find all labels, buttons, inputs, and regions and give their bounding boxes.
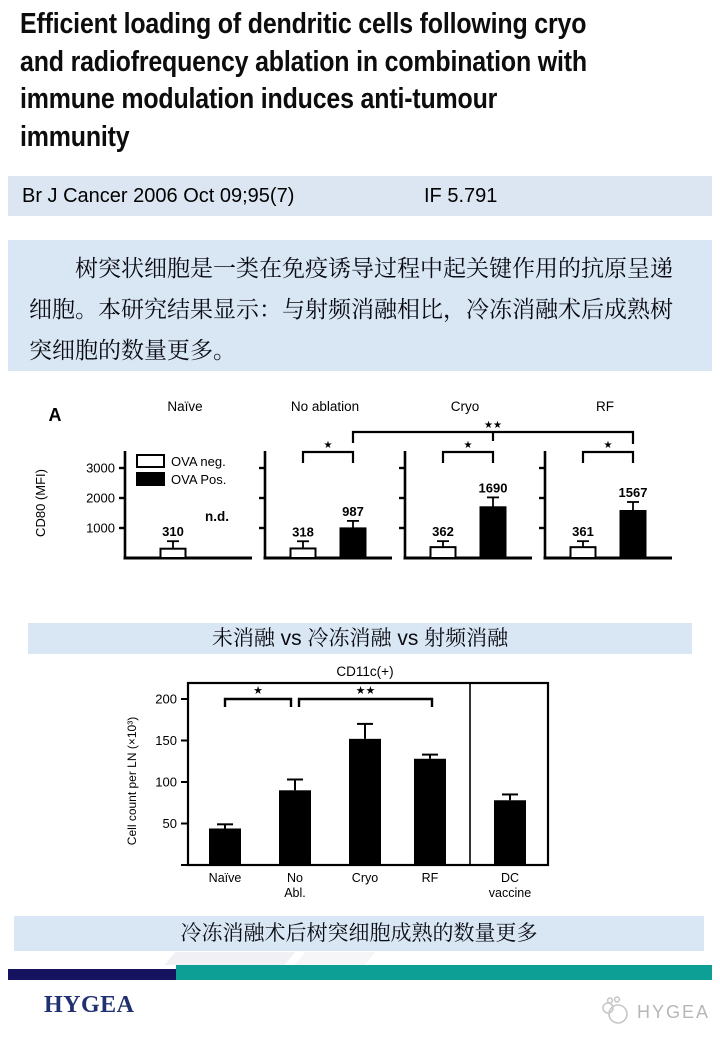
- hygea-logo-icon: [598, 996, 632, 1028]
- summary-text: 树突状细胞是一类在免疫诱导过程中起关键作用的抗原呈递细胞。本研究结果显示：与射频消融相比，冷冻消融术后成熟树突细胞的数量更多。: [29, 255, 673, 363]
- y-tick-label: 2000: [86, 490, 115, 506]
- bar-value-label: 987: [342, 503, 364, 519]
- panel-label: A: [48, 405, 62, 425]
- title-line-2: and radiofrequency ablation in combination with: [20, 45, 587, 78]
- legend-swatch: [137, 473, 164, 485]
- page-title: [20, 6, 708, 156]
- journal-banner: [8, 176, 712, 216]
- bar: [494, 800, 526, 865]
- title-line-1: Efficient loading of dendritic cells following cryo: [20, 8, 587, 40]
- impact-factor: IF 5.791: [424, 185, 498, 207]
- figure-a-caption: 未消融 vs 冷冻消融 vs 射频消融: [28, 623, 692, 654]
- group-title: No ablation: [290, 399, 360, 414]
- bar: [341, 528, 366, 558]
- watermark-text: HYGEA: [637, 1001, 711, 1022]
- watermark-logo: [598, 996, 710, 1028]
- x-tick-label: DC: [500, 871, 520, 885]
- legend-label: OVA Pos.: [171, 472, 227, 487]
- significance-bracket: [303, 452, 353, 463]
- x-tick-label: Cryo: [351, 871, 379, 885]
- bar: [414, 759, 446, 865]
- title-line-4: immunity: [20, 120, 130, 153]
- significance-bracket: [583, 452, 633, 463]
- no-data-note: n.d.: [205, 509, 229, 524]
- bar: [279, 790, 311, 865]
- bar: [161, 549, 186, 558]
- significance-star: ★★: [484, 420, 502, 431]
- bar-value-label: 310: [162, 524, 184, 540]
- cd11c-bar-chart: [120, 663, 600, 908]
- y-tick-label: 200: [155, 691, 177, 707]
- bar: [621, 511, 646, 558]
- footer-streak-decoration: [295, 952, 376, 965]
- group-title: RF: [596, 399, 614, 414]
- significance-bracket: [443, 452, 493, 463]
- significance-star: ★: [603, 440, 613, 451]
- y-axis-label: CD80 (MFI): [33, 469, 48, 537]
- x-tick-label: Abl.: [284, 886, 306, 900]
- figure-b-caption: 冷冻消融术后树突细胞成熟的数量更多: [14, 916, 704, 951]
- group-title: Naïve: [167, 399, 203, 414]
- summary-box: [8, 240, 712, 371]
- chart-title: CD11c(+): [336, 664, 394, 679]
- y-axis-label: Cell count per LN (×10³): [125, 716, 139, 846]
- x-tick-label: Naïve: [208, 871, 242, 885]
- bar-value-label: 361: [572, 524, 594, 540]
- bar-value-label: 362: [432, 524, 454, 540]
- legend-swatch: [137, 455, 164, 467]
- bar-value-label: 1567: [618, 484, 648, 500]
- figure-b-chart: [120, 663, 600, 908]
- bar: [291, 548, 316, 558]
- footer-navy-bar: [8, 969, 176, 980]
- bar: [481, 507, 506, 558]
- legend-label: OVA neg.: [171, 454, 226, 469]
- y-tick-label: 1000: [86, 520, 115, 536]
- cd80-bar-chart: [15, 385, 695, 595]
- bar-value-label: 318: [292, 524, 314, 540]
- significance-bracket: [225, 699, 291, 707]
- significance-star: ★: [463, 440, 473, 451]
- significance-star: ★: [323, 440, 333, 451]
- significance-bracket: [299, 699, 432, 707]
- journal-citation: Br J Cancer 2006 Oct 09;95(7): [22, 185, 295, 207]
- y-tick-label: 150: [155, 733, 177, 748]
- brand-logo-text: HYGEA: [44, 992, 135, 1018]
- x-tick-label: No: [287, 871, 303, 885]
- y-tick-label: 100: [155, 774, 177, 790]
- y-tick-label: 3000: [86, 460, 115, 476]
- footer-teal-bar: [176, 965, 712, 980]
- x-tick-label: vaccine: [488, 886, 532, 900]
- bar: [209, 828, 241, 865]
- bar-value-label: 1690: [478, 480, 508, 496]
- title-line-3: immune modulation induces anti-tumour: [20, 83, 498, 115]
- significance-star: ★★: [355, 685, 376, 697]
- bar: [571, 547, 596, 558]
- group-title: Cryo: [450, 399, 480, 414]
- figure-a-chart: [15, 385, 695, 595]
- significance-star: ★: [253, 685, 263, 697]
- footer-streak-decoration: [165, 952, 296, 965]
- y-tick-label: 50: [162, 816, 177, 831]
- bar: [431, 547, 456, 558]
- x-tick-label: RF: [421, 871, 439, 885]
- bar: [349, 739, 381, 865]
